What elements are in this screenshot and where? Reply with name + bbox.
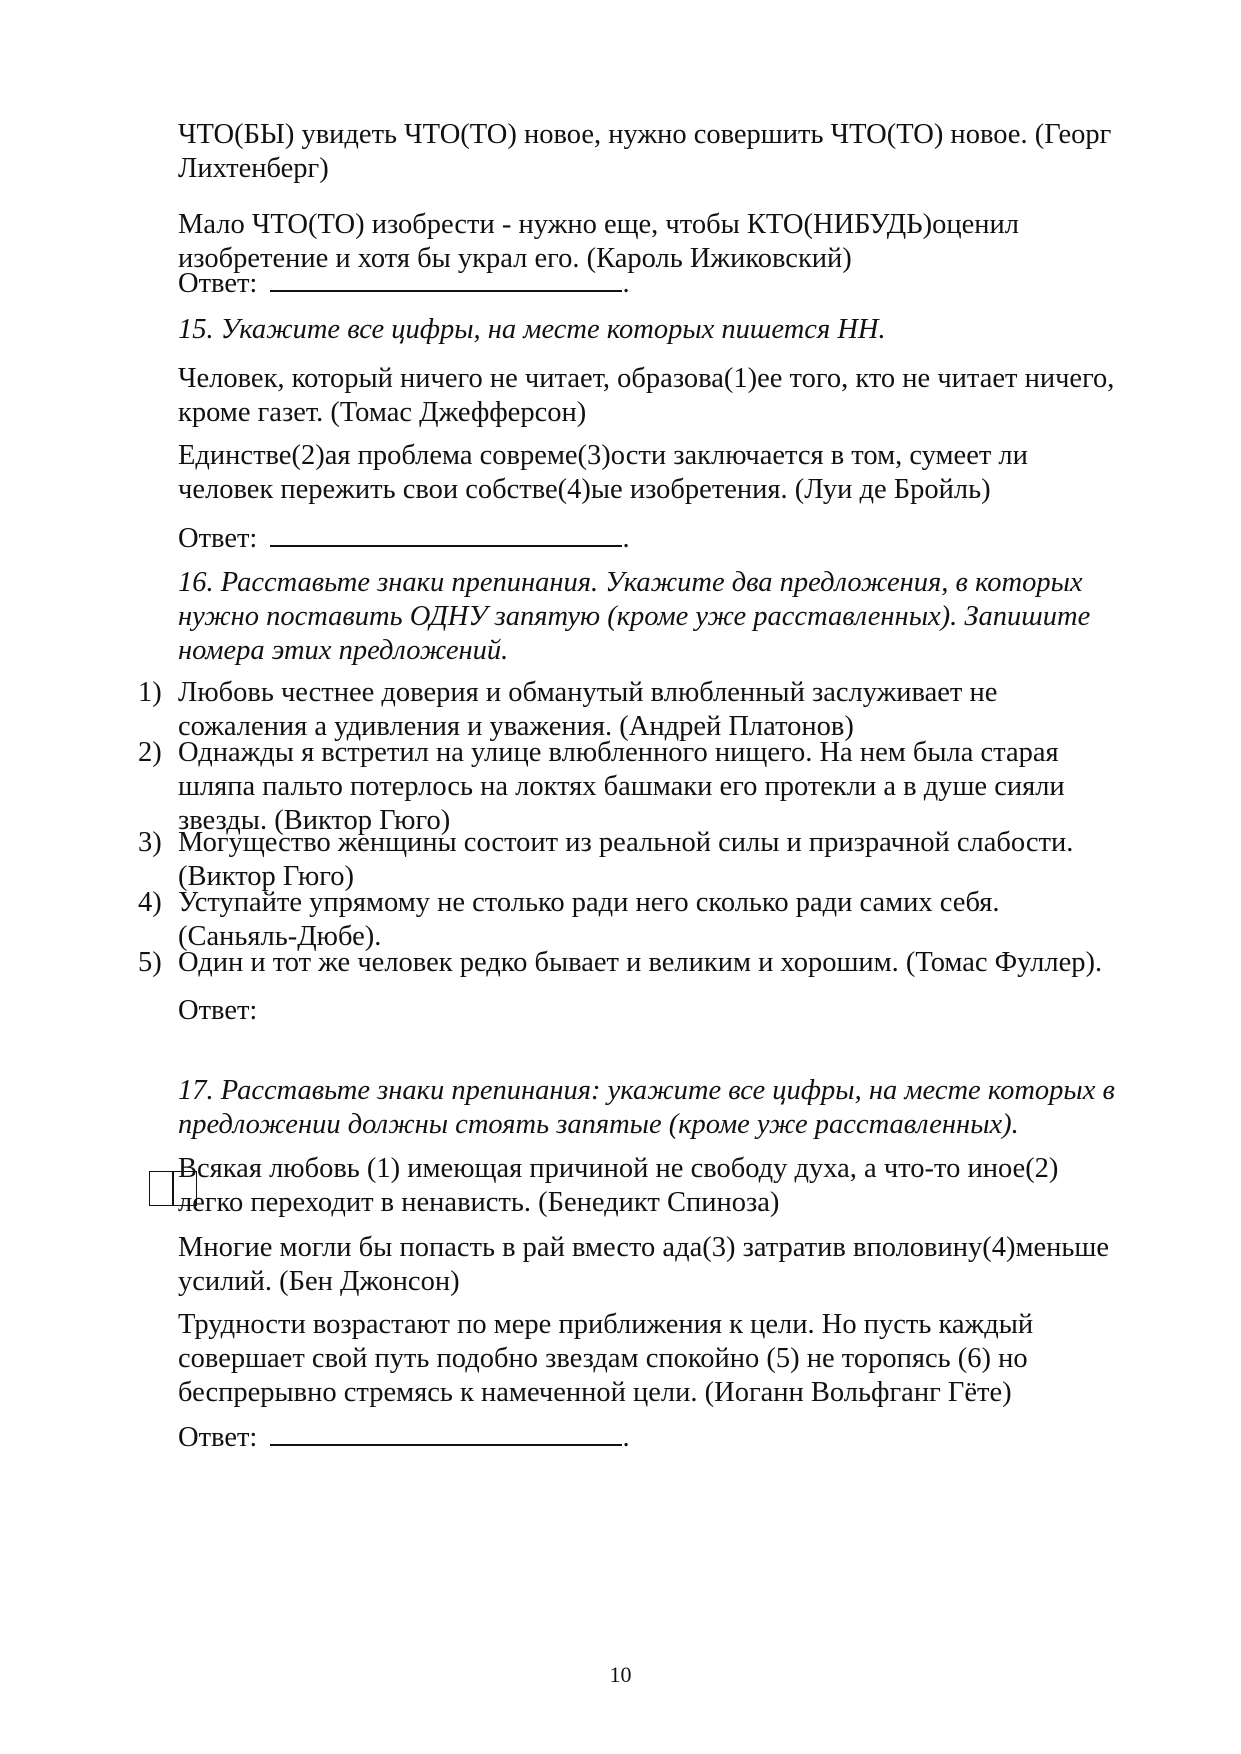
q16-task: 16. Расставьте знаки препинания. Укажите два предложения, в которых нужно поставить ОДНУ запятую (кроме уже расставленных). Запишите номера этих предложений. [178,567,1091,666]
page-number: 10 [609,1662,632,1687]
q17-task: 17. Расставьте знаки препинания: укажите все цифры, на месте которых в предложении должны стоять запятые (кроме уже расставленных). [178,1075,1115,1140]
q17-paragraph-2: Многие могли бы попасть в рай вместо ада(3) затратив вполовину(4)меньше усилий. (Бен Джонсон) [178,1232,1110,1297]
answer-label: Ответ: [178,268,258,299]
document-page: ЧТО(БЫ) увидеть ЧТО(ТО) новое, нужно совершить ЧТО(ТО) новое. (Георг Лихтенберг) Мало ЧТО(ТО) изобрести - нужно еще, чтобы КТО(НИБУДЬ)оценил изобретение и хотя бы украл его. (Кароль Ижиковский) Ответ: . 15. Укажите все цифры, на месте которых пишется НН. Человек, который ничего не читает, образова(1)ее того, кто не читает ничего, кроме газет. (Томас Джефферсон) Единстве(2)ая проблема совреме(3)ости заключается в том, сумеет ли человек пережить свои собстве(4)ые изобретения. (Луи де Бройль) Ответ: . 16. Расставьте знаки препинания. Укажите два предложения, в которых нужно поставить ОДНУ запятую (кроме уже расставленных). Запишите номера этих предложений. 1) Любовь честнее доверия и обманутый влюбленный заслуживает не сожаления а удивления и уважения. (Андрей Платонов) 2) Однажды я встретил на улице влюбленного нищего. На нем была старая шляпа пальто потерлось на локтях башмаки его протекли а в душе сияли звезды. (Виктор Гюго) 3) Могущество женщины состоит из реальной силы и призрачной слабости. (Виктор Гюго) 4) Уступайте упрямому не столько ради него сколько ради самих себя. (Саньяль-Дюбе). 5) Один и тот же человек редко бывает и великим и хорошим. (Томас Фуллер). Ответ: 17. Расставьте знаки препинания: укажите все цифры, на месте которых в предложении должны стоять запятые (кроме уже расставленных). Всякая любовь (1) имеющая причиной не свободу духа, а что-то иное(2) легко переходит в ненависть. (Бенедикт Спиноза) Многие могли бы попасть в рай вместо ада(3) затратив вполовину(4)меньше усилий. (Бен Джонсон) Трудности возрастают по мере приближения к цели. Но пусть каждый совершает свой путь подобно звездам спокойно (5) не торопясь (6) но беспрерывно стремясь к намеченной цели. (Иоганн Вольфганг Гёте) Ответ: . 10 [0,0,1241,1754]
q14-answer: Ответ: . [178,264,1178,301]
q15-paragraph-2: Единстве(2)ая проблема совреме(3)ости заключается в том, сумеет ли человек пережить свои собстве(4)ые изобретения. (Луи де Бройль) [178,440,1028,505]
q14-paragraph-2: Мало ЧТО(ТО) изобрести - нужно еще, чтобы КТО(НИБУДЬ)оценил изобретение и хотя бы украл его. (Кароль Ижиковский) [178,209,1019,274]
answer-line[interactable] [270,1418,622,1446]
answer-line[interactable] [270,264,622,292]
q14-paragraph-1: ЧТО(БЫ) увидеть ЧТО(ТО) новое, нужно совершить ЧТО(ТО) новое. (Георг Лихтенберг) [178,119,1112,184]
q17-answer: Ответ: . [178,1418,1178,1455]
q15-task: 15. Укажите все цифры, на месте которых пишется НН. [178,314,886,345]
answer-box-1[interactable] [149,1171,174,1206]
q15-paragraph-1: Человек, который ничего не читает, образова(1)ее того, кто не читает ничего, кроме газет. (Томас Джефферсон) [178,363,1115,428]
q16-answer-label: Ответ: [178,995,258,1026]
answer-label: Ответ: [178,523,258,554]
q15-answer: Ответ: . [178,519,1178,556]
q17-paragraph-3: Трудности возрастают по мере приближения к цели. Но пусть каждый совершает свой путь подобно звездам спокойно (5) не торопясь (6) но беспрерывно стремясь к намеченной цели. (Иоганн Вольфганг Гёте) [178,1309,1034,1408]
answer-label: Ответ: [178,1422,258,1453]
q17-paragraph-1: Всякая любовь (1) имеющая причиной не свободу духа, а что-то иное(2) легко переходит в ненависть. (Бенедикт Спиноза) [178,1153,1059,1218]
answer-line[interactable] [270,519,622,547]
